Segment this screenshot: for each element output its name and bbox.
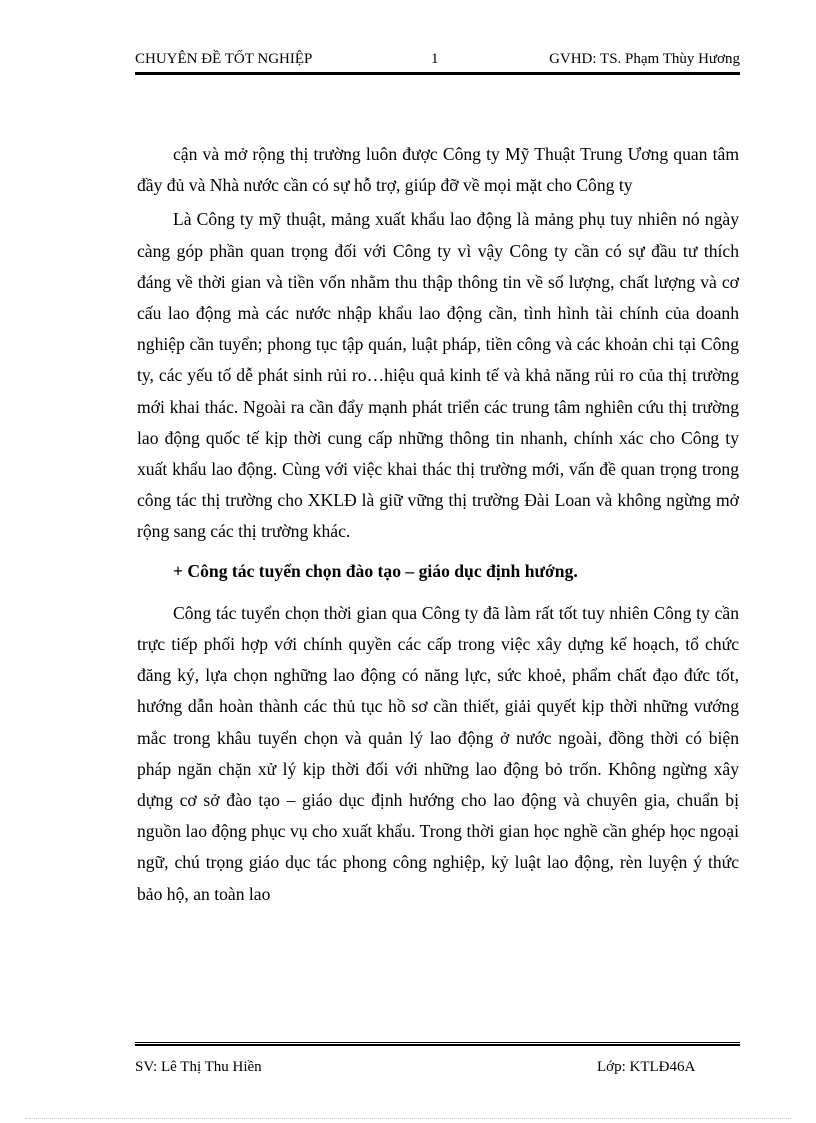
paragraph-3: Công tác tuyển chọn thời gian qua Công ty đã làm rất tốt tuy nhiên Công ty cần trực tiếp phối hợp với chính quyền các cấp trong việc xây dựng kế hoạch, tổ chức đăng ký, lựa chọn nghững lao động có năng lực, sức khoẻ, phẩm chất đạo đức tốt, hướng dẫn hoàn thành các thủ tục hồ sơ cần thiết, giải quyết kịp thời những vướng mắc trong khâu tuyển chọn và quản lý lao động ở nước ngoài, đồng thời có biện pháp ngăn chặn xử lý kịp thời đối với những lao động bỏ trốn. Không ngừng xây dựng cơ sở đào tạo – giáo dục định hướng cho lao động và chuyên gia, chuẩn bị nguồn lao động phục vụ cho xuất khẩu. Trong thời gian học nghề cần ghép học ngoại ngữ, chú trọng giáo dục tác phong công nghiệp, kỷ luật lao động, rèn luyện ý thức bảo hộ, an toàn lao (137, 602, 739, 904)
page-number: 1 (431, 51, 439, 67)
section-heading: + Công tác tuyển chọn đào tạo – giáo dục định hướng. (173, 560, 578, 581)
body-text (137, 139, 739, 910)
page-footer (135, 1055, 740, 1079)
footer-student: SV: Lê Thị Thu Hiền (135, 1059, 262, 1075)
footer-rule (135, 1042, 740, 1046)
header-supervisor: GVHD: TS. Phạm Thùy Hương (549, 51, 740, 67)
page-bottom-divider (25, 1118, 791, 1119)
paragraph-1: cận và mở rộng thị trường luôn được Công ty Mỹ Thuật Trung Ương quan tâm đầy đủ và Nhà nước cần có sự hỗ trợ, giúp đỡ về mọi mặt cho Công ty (137, 144, 739, 196)
footer-class: Lớp: KTLĐ46A (597, 1059, 696, 1075)
header-title: CHUYÊN ĐỀ TỐT NGHIỆP (135, 51, 313, 67)
header-rule (135, 72, 740, 75)
page-header (135, 47, 740, 71)
paragraph-2: Là Công ty mỹ thuật, mảng xuất khẩu lao động là mảng phụ tuy nhiên nó ngày càng góp phần quan trọng đối với Công ty vì vậy Công ty cần có sự đầu tư thích đáng về thời gian và tiền vốn nhằm thu thập thông tin về số lượng, chất lượng và cơ cấu lao động mà các nước nhập khẩu lao động cần, tình hình tài chính của doanh nghiệp cần tuyển; phong tục tập quán, luật pháp, tiền công và các khoản chi tại Công ty, các yếu tố dễ phát sinh rủi ro…hiệu quả kinh tế và khả năng rủi ro của thị trường mới khai thác. Ngoài ra cần đẩy mạnh phát triển các trung tâm nghiên cứu thị trường lao động quốc tế kịp thời cung cấp những thông tin nhanh, chính xác cho Công ty xuất khẩu lao động. Cùng với việc khai thác thị trường mới, vấn đề quan trọng trong công tác thị trường cho XKLĐ là giữ vững thị trường Đài Loan và không ngừng mở rộng sang các thị trường khác. (137, 209, 739, 542)
